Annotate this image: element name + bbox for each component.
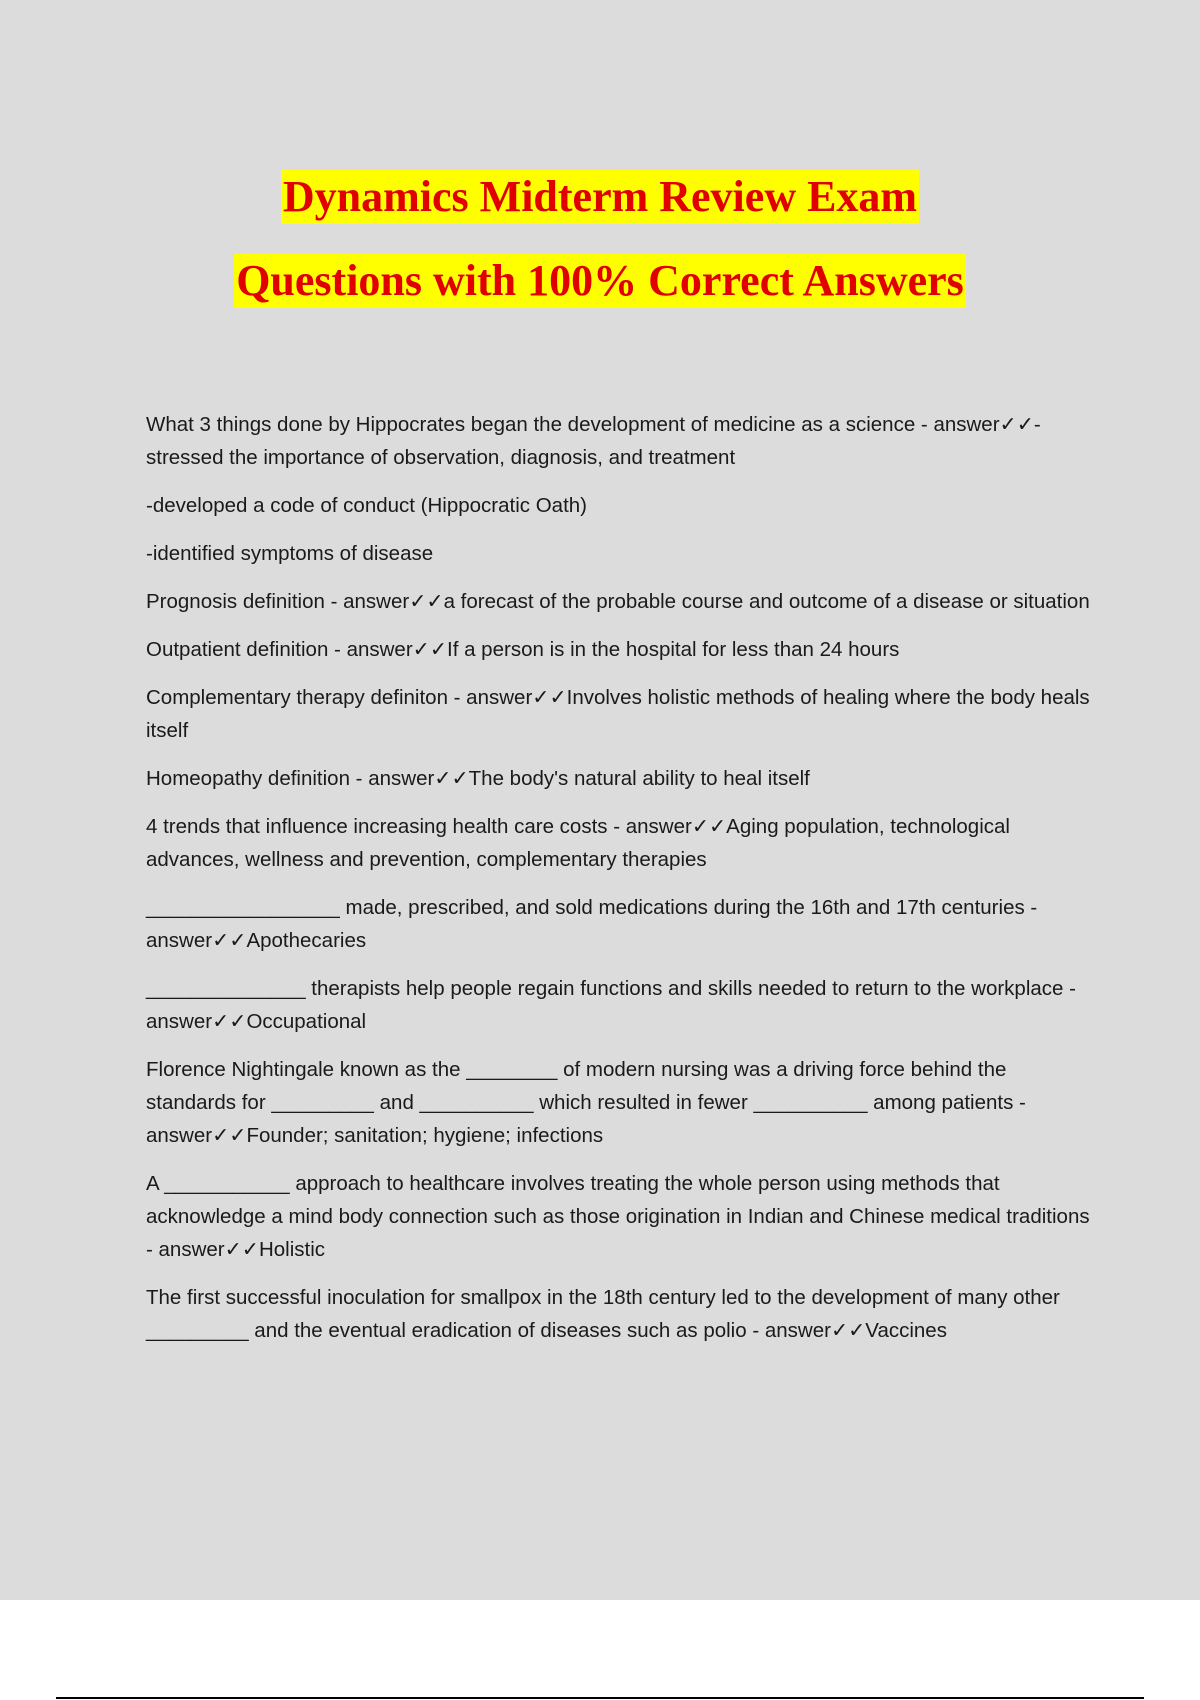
- document-title: [0, 170, 1200, 338]
- qa-paragraph: Prognosis definition - answer✓✓a forecast of the probable course and outcome of a disease or situation: [146, 590, 1090, 613]
- qa-paragraph: Complementary therapy definiton - answer✓✓Involves holistic methods of healing where the body heals itself: [146, 686, 1096, 742]
- qa-paragraph: What 3 things done by Hippocrates began the development of medicine as a science - answer✓✓-stressed the importance of observation, diagnosis, and treatment: [146, 413, 1041, 469]
- qa-paragraph: Homeopathy definition - answer✓✓The body's natural ability to heal itself: [146, 767, 810, 790]
- qa-paragraph: -developed a code of conduct (Hippocratic Oath): [146, 494, 588, 517]
- title-line-2: Questions with 100% Correct Answers: [234, 254, 966, 308]
- qa-paragraph: -identified symptoms of disease: [146, 542, 434, 565]
- qa-paragraph: Outpatient definition - answer✓✓If a person is in the hospital for less than 24 hours: [146, 638, 900, 661]
- qa-paragraph: ______________ therapists help people regain functions and skills needed to return to the workplace - answer✓✓Occupational: [146, 977, 1082, 1033]
- qa-paragraph: _________________ made, prescribed, and sold medications during the 16th and 17th centuries - answer✓✓Apothecaries: [146, 896, 1043, 952]
- footer-divider: [56, 1697, 1144, 1699]
- qa-paragraph: The first successful inoculation for smallpox in the 18th century led to the development of many other _________ and the eventual eradication of diseases such as polio - answer✓✓Vaccines: [146, 1286, 1066, 1342]
- qa-paragraph: Florence Nightingale known as the ________ of modern nursing was a driving force behind the standards for _________ and __________ which resulted in fewer __________ among patients - answer✓✓Founder; sanitation; hygiene; infections: [146, 1058, 1032, 1147]
- qa-paragraph: 4 trends that influence increasing health care costs - answer✓✓Aging population, technological advances, wellness and prevention, complementary therapies: [146, 815, 1016, 871]
- title-line-1: Dynamics Midterm Review Exam: [281, 170, 919, 224]
- qa-paragraph: A ___________ approach to healthcare involves treating the whole person using methods that acknowledge a mind body connection such as those origination in Indian and Chinese medical traditions - answer✓✓Holistic: [146, 1172, 1096, 1261]
- document-body: [146, 408, 1096, 1362]
